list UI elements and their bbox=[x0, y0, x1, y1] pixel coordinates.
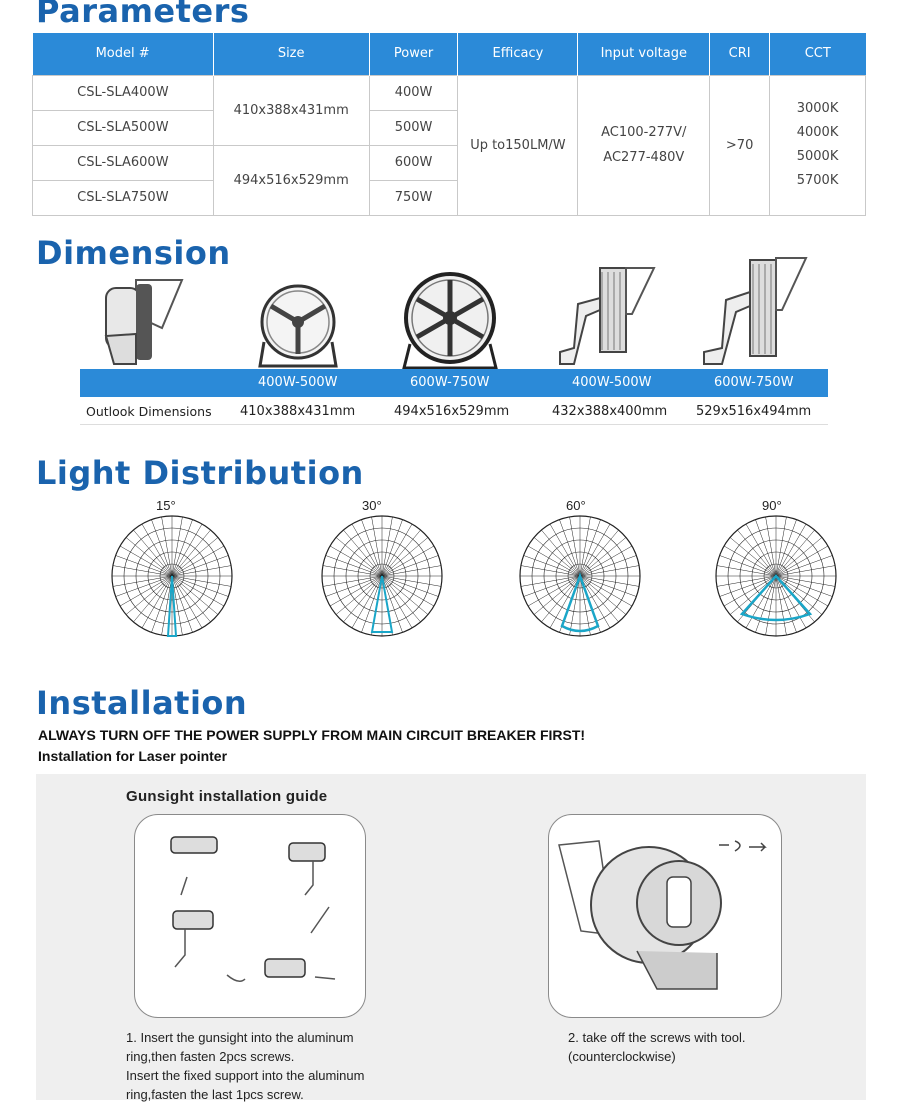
dim-row-label: Outlook Dimensions bbox=[86, 404, 212, 419]
step1-illustration-box bbox=[134, 814, 366, 1018]
power-cell: 600W bbox=[369, 145, 458, 180]
model-cell: CSL-SLA750W bbox=[33, 180, 214, 215]
size-cell: 410x388x431mm bbox=[213, 75, 369, 145]
installation-subtitle: Installation for Laser pointer bbox=[38, 748, 228, 764]
col-cri: CRI bbox=[710, 33, 770, 75]
floodlight-front-600-image bbox=[398, 270, 502, 370]
cct-value: 3000K bbox=[796, 101, 839, 116]
model-cell: CSL-SLA400W bbox=[33, 75, 214, 110]
dimension-heading: Dimension bbox=[36, 234, 231, 272]
floodlight-front-400-image bbox=[254, 282, 342, 368]
installation-heading: Installation bbox=[36, 684, 248, 722]
dimension-size-row bbox=[80, 397, 828, 425]
dim-size: 410x388x431mm bbox=[240, 404, 356, 419]
power-warning: ALWAYS TURN OFF THE POWER SUPPLY FROM MAIN CIRCUIT BREAKER FIRST! bbox=[38, 727, 586, 743]
polar-chart-90 bbox=[696, 496, 856, 656]
dim-power: 400W-500W bbox=[258, 375, 338, 390]
power-cell: 500W bbox=[369, 110, 458, 145]
cct-value: 4000K bbox=[796, 125, 839, 140]
dim-size: 494x516x529mm bbox=[394, 404, 510, 419]
col-power: Power bbox=[369, 33, 458, 75]
voltage-line-2: AC277-480V bbox=[603, 150, 685, 165]
gunsight-guide-title: Gunsight installation guide bbox=[126, 788, 328, 805]
floodlight-side-image bbox=[96, 276, 188, 368]
screw-removal-illustration bbox=[549, 815, 781, 1015]
beam-angle-label: 30° bbox=[362, 498, 382, 513]
voltage-cell bbox=[578, 75, 710, 215]
cct-value: 5000K bbox=[796, 149, 839, 164]
step1-instructions: 1. Insert the gunsight into the aluminum ring,then fasten 2pcs screws. Insert the fixed support into the aluminum ring,fasten the last 1pcs screw. bbox=[126, 1030, 365, 1102]
polar-chart-30 bbox=[302, 496, 462, 656]
light-distribution-heading: Light Distribution bbox=[36, 454, 364, 492]
step2-instructions: 2. take off the screws with tool. (counterclockwise) bbox=[568, 1030, 746, 1064]
col-size: Size bbox=[213, 33, 369, 75]
power-cell: 400W bbox=[369, 75, 458, 110]
power-cell: 750W bbox=[369, 180, 458, 215]
floodlight-pole-400-image bbox=[552, 264, 656, 368]
polar-chart-15 bbox=[92, 496, 252, 656]
model-cell: CSL-SLA600W bbox=[33, 145, 214, 180]
beam-angle-label: 15° bbox=[156, 498, 176, 513]
col-efficacy: Efficacy bbox=[458, 33, 578, 75]
efficacy-cell: Up to150LM/W bbox=[458, 75, 578, 215]
cct-cell bbox=[770, 75, 866, 215]
dim-size: 529x516x494mm bbox=[696, 404, 812, 419]
size-cell: 494x516x529mm bbox=[213, 145, 369, 215]
cct-value: 5700K bbox=[796, 173, 839, 188]
parameters-heading: Parameters bbox=[36, 0, 250, 30]
dim-size: 432x388x400mm bbox=[552, 404, 668, 419]
dim-power: 600W-750W bbox=[410, 375, 490, 390]
dim-power: 600W-750W bbox=[714, 375, 794, 390]
model-cell: CSL-SLA500W bbox=[33, 110, 214, 145]
col-model: Model # bbox=[33, 33, 214, 75]
beam-angle-label: 60° bbox=[566, 498, 586, 513]
parameters-table bbox=[32, 33, 866, 216]
col-cct: CCT bbox=[770, 33, 866, 75]
beam-angle-label: 90° bbox=[762, 498, 782, 513]
dimension-power-bar bbox=[80, 369, 828, 397]
step2-illustration-box bbox=[548, 814, 782, 1018]
floodlight-pole-600-image bbox=[696, 256, 808, 368]
col-voltage: Input voltage bbox=[578, 33, 710, 75]
voltage-line-1: AC100-277V/ bbox=[601, 125, 687, 140]
cri-cell: >70 bbox=[710, 75, 770, 215]
polar-chart-60 bbox=[500, 496, 660, 656]
gunsight-steps-illustration bbox=[135, 815, 365, 1015]
dim-power: 400W-500W bbox=[572, 375, 652, 390]
